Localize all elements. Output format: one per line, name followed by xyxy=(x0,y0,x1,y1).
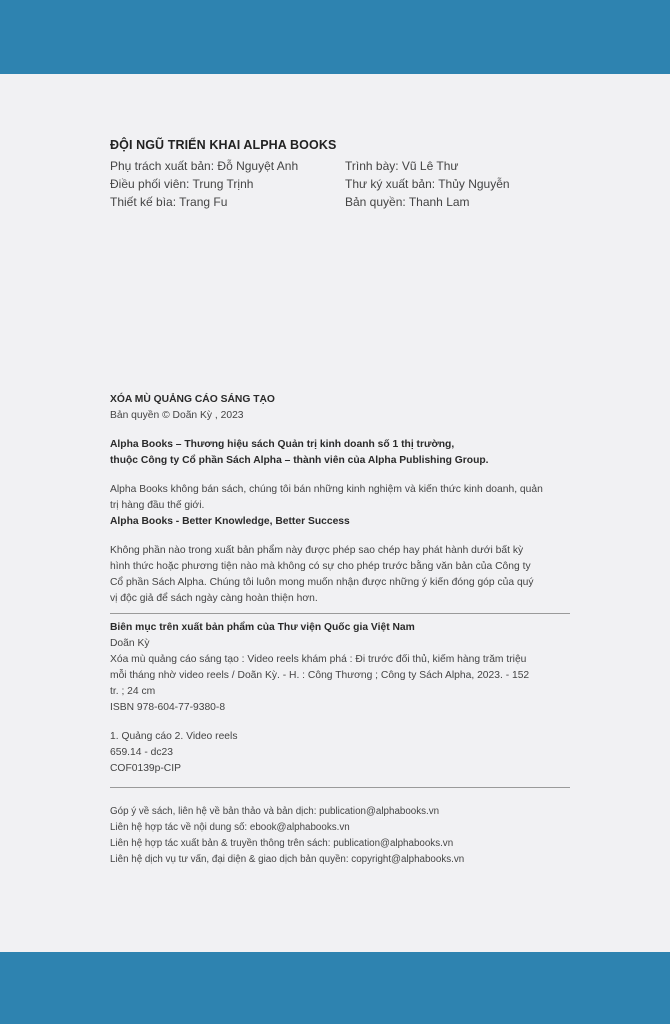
publication-info xyxy=(110,392,570,868)
bottom-color-band xyxy=(0,952,670,1024)
slogan: Alpha Books - Better Knowledge, Better Success xyxy=(110,516,350,527)
contact-line: Góp ý về sách, liên hệ về bản thảo và bản dịch: publication@alphabooks.vn xyxy=(110,806,440,817)
mission-text: trị hàng đầu thế giới. xyxy=(110,500,205,511)
rights-text: hình thức hoặc phương tiện nào mà không có sự cho phép trước bằng văn bản của Công ty xyxy=(110,561,531,572)
book-title: XÓA MÙ QUẢNG CÁO SÁNG TẠO xyxy=(110,394,275,405)
brand-line: thuộc Công ty Cổ phần Sách Alpha – thành viên của Alpha Publishing Group. xyxy=(110,455,489,466)
rights-text: vị độc giả để sách ngày càng hoàn thiện hơn. xyxy=(110,593,318,604)
cip-description: mỗi tháng nhờ video reels / Doãn Kỳ. - H. : Công Thương ; Công ty Sách Alpha, 2023. - 152 xyxy=(110,670,530,681)
brand-line: Alpha Books – Thương hiệu sách Quản trị kinh doanh số 1 thị trường, xyxy=(110,439,455,450)
contacts-block xyxy=(110,804,570,868)
contact-line: Liên hệ dịch vụ tư vấn, đại diện & giao dịch bản quyền: copyright@alphabooks.vn xyxy=(110,854,465,865)
divider xyxy=(110,613,570,614)
cip-description: tr. ; 24 cm xyxy=(110,686,156,697)
cip-description: Xóa mù quảng cáo sáng tạo : Video reels khám phá : Đi trước đối thủ, kiếm hàng trăm triệu xyxy=(110,654,527,665)
team-credit: Phụ trách xuất bản: Đỗ Nguyệt Anh xyxy=(110,159,299,173)
team-title: ĐỘI NGŨ TRIỂN KHAI ALPHA BOOKS xyxy=(110,138,337,152)
contact-line: Liên hệ hợp tác về nội dung số: ebook@alphabooks.vn xyxy=(110,822,350,833)
team-section xyxy=(110,138,570,210)
team-credit: Trình bày: Vũ Lê Thư xyxy=(345,159,459,173)
mission-text: Alpha Books không bán sách, chúng tôi bán những kinh nghiệm và kiến thức kinh doanh, quản xyxy=(110,484,543,495)
cip-heading: Biên mục trên xuất bản phẩm của Thư viện Quốc gia Việt Nam xyxy=(110,622,415,633)
team-credit: Điều phối viên: Trung Trịnh xyxy=(110,177,254,191)
top-color-band xyxy=(0,0,670,74)
divider xyxy=(110,787,570,788)
team-credit: Bản quyền: Thanh Lam xyxy=(345,195,470,209)
cip-class: 659.14 - dc23 xyxy=(110,747,173,758)
contact-line: Liên hệ hợp tác xuất bản & truyền thông trên sách: publication@alphabooks.vn xyxy=(110,838,454,849)
team-credit: Thư ký xuất bản: Thủy Nguyễn xyxy=(345,177,510,191)
team-credit: Thiết kế bìa: Trang Fu xyxy=(110,195,228,209)
rights-text: Không phần nào trong xuất bản phẩm này được phép sao chép hay phát hành dưới bất kỳ xyxy=(110,545,524,556)
team-grid xyxy=(110,158,570,210)
cip-subjects: 1. Quảng cáo 2. Video reels xyxy=(110,731,238,742)
cip-author: Doãn Kỳ xyxy=(110,638,150,649)
book-copyright: Bản quyền © Doãn Kỳ , 2023 xyxy=(110,410,244,421)
cip-isbn: ISBN 978-604-77-9380-8 xyxy=(110,702,226,713)
cip-code: COF0139p-CIP xyxy=(110,763,181,774)
rights-text: Cổ phần Sách Alpha. Chúng tôi luôn mong muốn nhận được những ý kiến đóng góp của quý xyxy=(110,577,534,588)
